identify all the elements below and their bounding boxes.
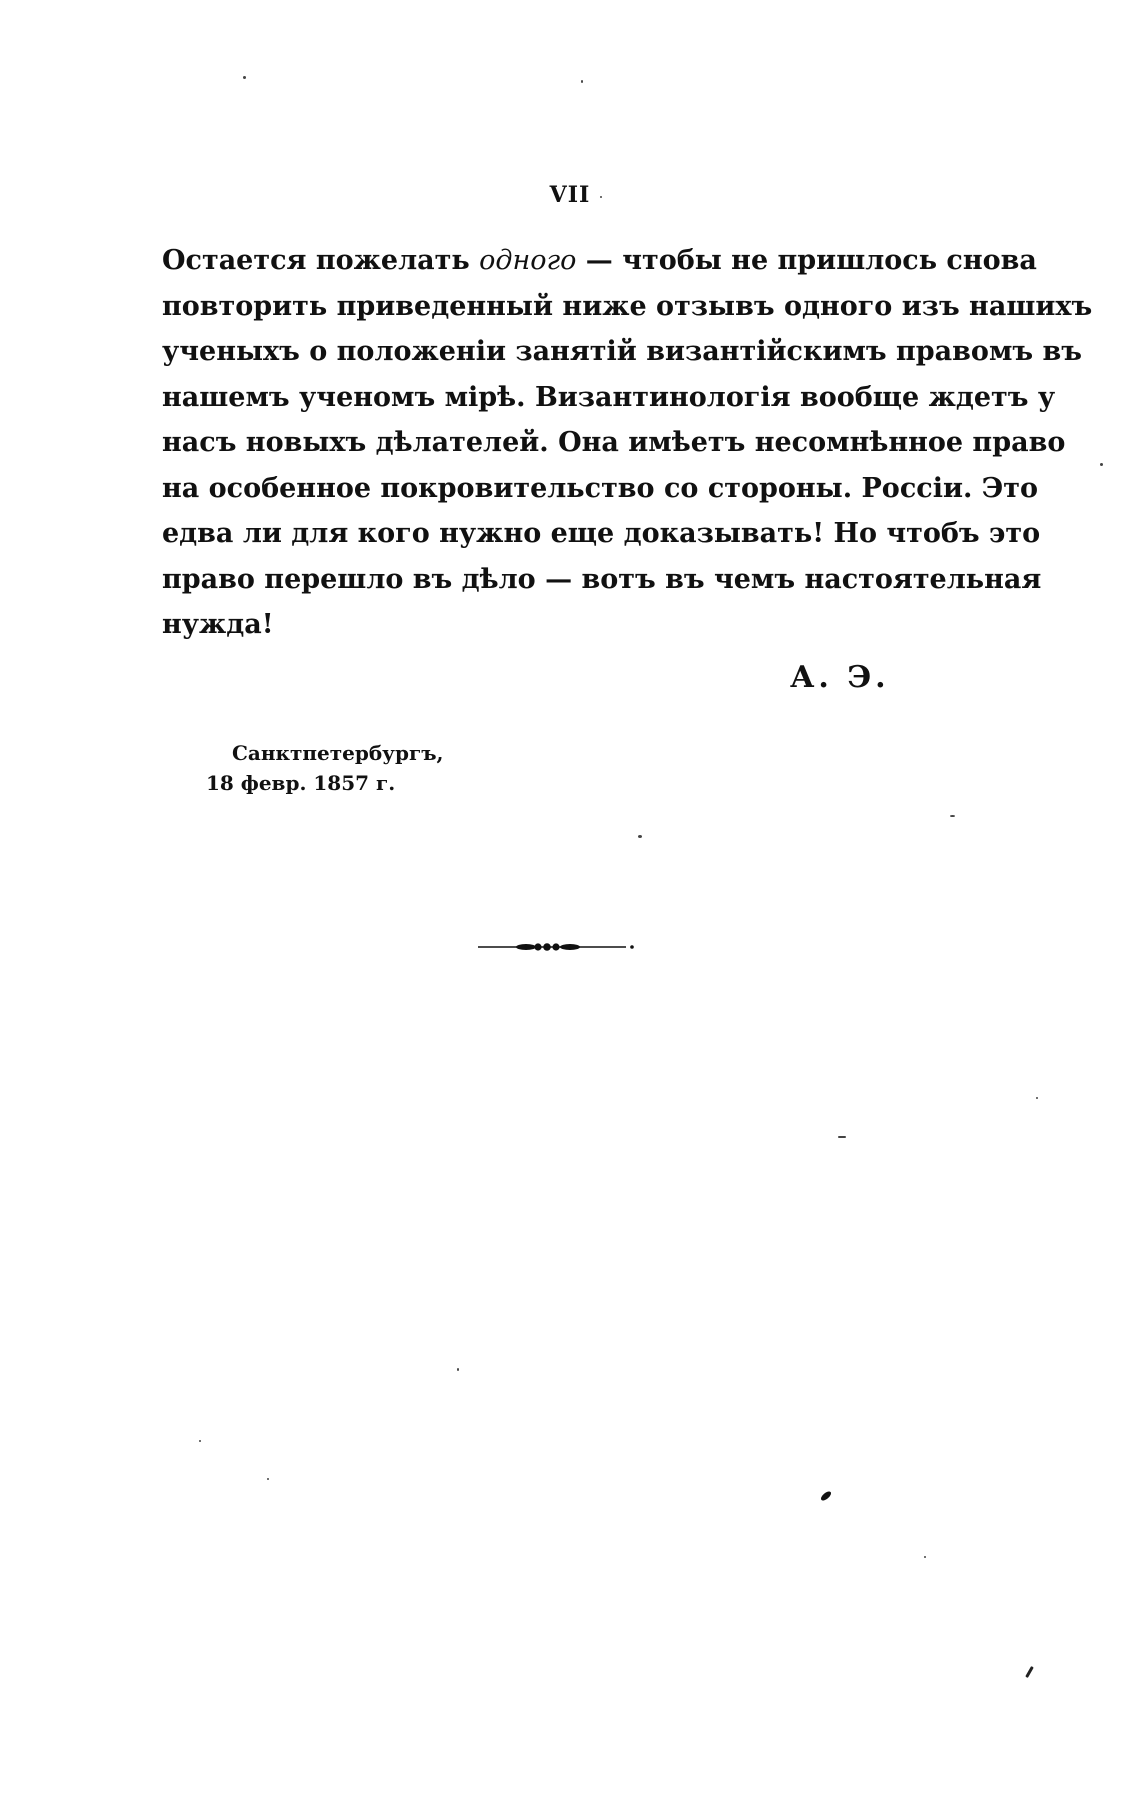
scan-speck <box>924 1556 926 1558</box>
text-line-7: едва ли для кого нужно еще доказывать! Но чтобъ это <box>162 518 1041 549</box>
scan-speck <box>581 80 583 83</box>
text-line-4: нашемъ ученомъ мірѣ. Византинологія вообще ждетъ у <box>162 381 1056 413</box>
text-line-3: ученыхъ о положеніи занятій византійскимъ правомъ въ <box>162 336 1082 367</box>
author-signature: А. Э. <box>790 660 890 695</box>
divider-ornament <box>478 940 638 954</box>
text-line-5: насъ новыхъ дѣлателей. Она имѣетъ несомнѣнное право <box>162 427 1066 458</box>
text-line-1-start: Остается пожелать <box>162 245 480 276</box>
scan-speck <box>243 76 246 79</box>
place-and-date <box>206 738 444 798</box>
scan-speck <box>950 815 955 817</box>
scan-speck <box>199 1440 201 1442</box>
place-line: Санктпетербургъ, <box>232 741 444 765</box>
scan-speck <box>1100 463 1103 466</box>
scan-speck <box>1025 1666 1034 1678</box>
text-line-1-end: — чтобы не пришлось снова <box>576 245 1037 276</box>
text-line-2: повторить приведенный ниже отзывъ одного изъ нашихъ <box>162 290 1093 322</box>
scan-speck <box>838 1136 846 1138</box>
text-line-1 <box>162 238 1037 284</box>
emphasized-word: одного <box>479 245 577 276</box>
scan-speck <box>638 835 642 838</box>
page-number: VII <box>549 182 591 208</box>
scan-speck <box>1036 1097 1038 1099</box>
scan-speck <box>819 1490 832 1502</box>
text-line-9: нужда! <box>162 609 274 640</box>
text-line-8: право перешло въ дѣло — вотъ въ чемъ настоятельная <box>162 563 1042 595</box>
date-line: 18 февр. 1857 г. <box>206 771 396 795</box>
scan-speck <box>267 1478 269 1480</box>
scan-speck <box>600 196 602 198</box>
text-line-6: на особенное покровительство со стороны. Россіи. Это <box>162 472 1038 504</box>
scan-speck <box>457 1368 459 1371</box>
body-paragraph <box>162 238 1093 648</box>
